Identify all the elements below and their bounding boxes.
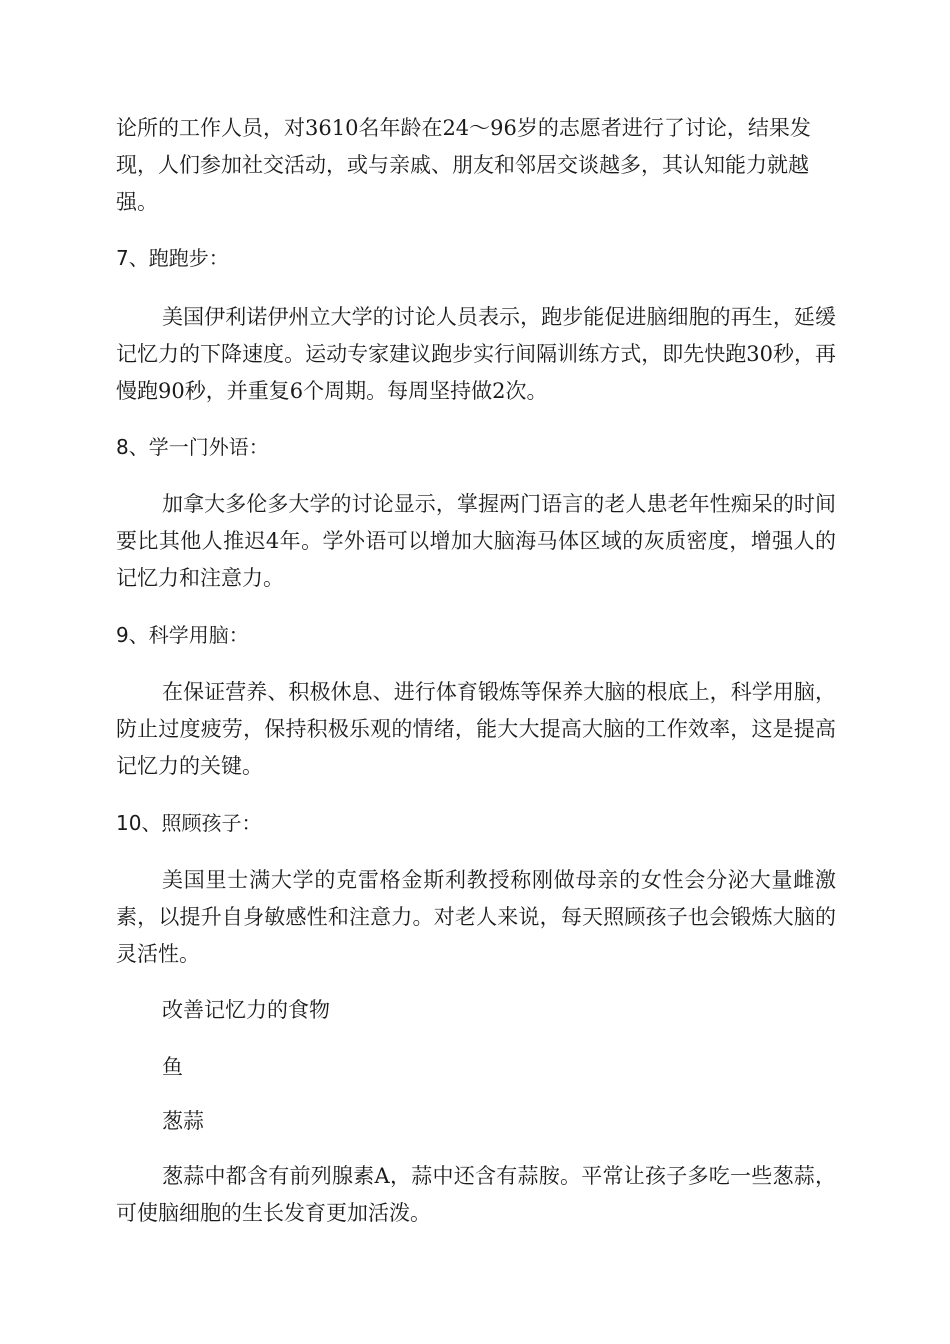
heading-7-running: 7、跑跑步：	[116, 246, 229, 270]
paragraph-running: 美国伊利诺伊州立大学的讨论人员表示，跑步能促进脑细胞的再生，延缓记忆力的下降速度。运动专家建议跑步实行间隔训练方式，即先快跑30秒，再慢跑90秒，并重复6个周期。每周坚持做2次。	[116, 305, 836, 403]
paragraph-social-study-continued: 论所的工作人员，对3610名年龄在24～96岁的志愿者进行了讨论，结果发现，人们参加社交活动，或与亲戚、朋友和邻居交谈越多，其认知能力就越强。	[116, 116, 811, 214]
heading-9-scientific-brain-use: 9、科学用脑：	[116, 623, 249, 647]
heading-10-care-for-children: 10、照顾孩子：	[116, 811, 262, 835]
food-item-onion-garlic: 葱蒜	[162, 1109, 204, 1133]
heading-8-foreign-language: 8、学一门外语：	[116, 435, 269, 459]
paragraph-foreign-language: 加拿大多伦多大学的讨论显示，掌握两门语言的老人患老年性痴呆的时间要比其他人推迟4年。学外语可以增加大脑海马体区域的灰质密度，增强人的记忆力和注意力。	[116, 492, 836, 590]
subtitle-memory-foods: 改善记忆力的食物	[162, 998, 330, 1022]
paragraph-onion-garlic: 葱蒜中都含有前列腺素A，蒜中还含有蒜胺。平常让孩子多吃一些葱蒜，可使脑细胞的生长发育更加活泼。	[116, 1164, 836, 1225]
food-item-fish: 鱼	[162, 1055, 183, 1079]
paragraph-scientific-brain-use: 在保证营养、积极休息、进行体育锻炼等保养大脑的根底上，科学用脑，防止过度疲劳，保持积极乐观的情绪，能大大提高大脑的工作效率，这是提高记忆力的关键。	[116, 680, 836, 778]
paragraph-care-for-children: 美国里士满大学的克雷格金斯利教授称刚做母亲的女性会分泌大量雌激素，以提升自身敏感性和注意力。对老人来说，每天照顾孩子也会锻炼大脑的灵活性。	[116, 868, 836, 966]
